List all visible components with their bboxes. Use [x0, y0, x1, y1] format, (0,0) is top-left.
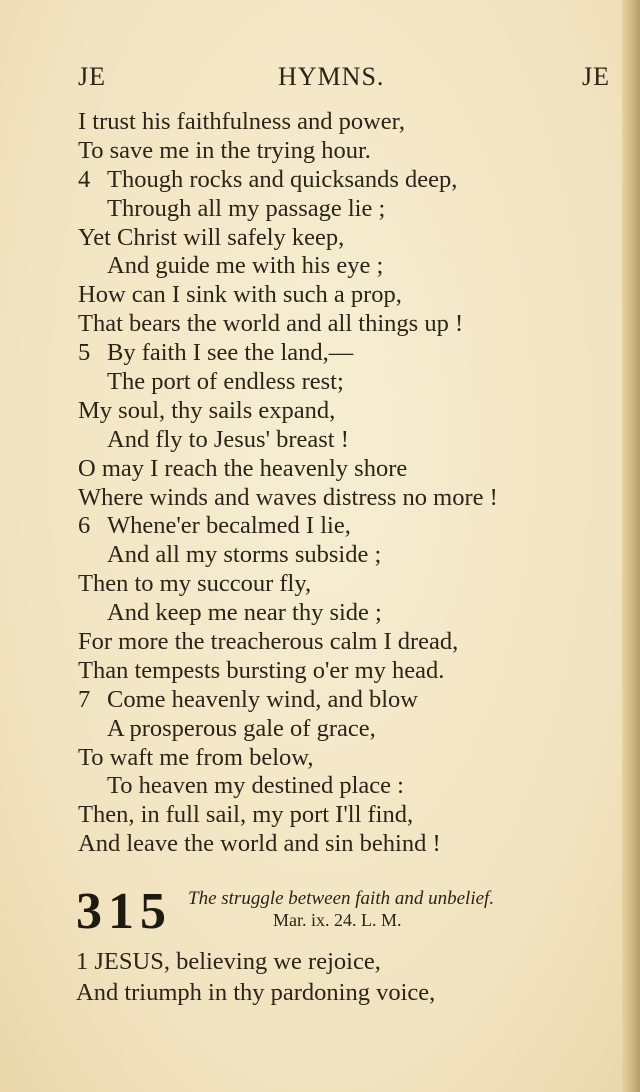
verse-text: And all my storms subside ; — [107, 541, 382, 569]
verse-line — [78, 224, 598, 253]
verse-text: And guide me with his eye ; — [107, 252, 384, 280]
verse-number: 6 — [78, 512, 91, 540]
verse-text: O may I reach the heavenly shore — [78, 454, 408, 482]
verse-text: To save me in the trying hour. — [78, 136, 371, 164]
verse-text: Whene'er becalmed I lie, — [107, 512, 351, 540]
verse-line — [78, 657, 598, 686]
verse-line — [78, 339, 598, 368]
verse-line — [78, 397, 598, 426]
verse-text: Then to my succour fly, — [78, 570, 312, 598]
hymn-number: 315 — [76, 883, 172, 940]
verse-line — [78, 628, 598, 657]
running-head — [78, 62, 610, 96]
verse-line — [78, 772, 598, 801]
hymn-line: And triumph in thy pardoning voice, — [76, 979, 436, 1006]
verse-line — [78, 512, 598, 541]
verse-text: By faith I see the land,— — [107, 339, 354, 367]
verse-text: I trust his faithfulness and power, — [78, 108, 405, 135]
hymn-reference: Mar. ix. 24. L. M. — [273, 910, 402, 930]
verse-text: Though rocks and quicksands deep, — [107, 165, 458, 193]
running-head-right: JE — [582, 62, 610, 91]
verse-line — [78, 166, 598, 195]
verse-text: And keep me near thy side ; — [107, 599, 382, 627]
hymn-heading — [76, 883, 596, 948]
verse-line — [78, 368, 598, 397]
verse-text: That bears the world and all things up ! — [78, 310, 464, 338]
verse-text: Where winds and waves distress no more ! — [78, 483, 498, 511]
verse-line — [78, 570, 598, 599]
verse-text: And leave the world and sin behind ! — [78, 830, 441, 858]
verse-text: And fly to Jesus' breast ! — [107, 425, 349, 453]
verse-line — [78, 195, 598, 224]
verse-text: To waft me from below, — [78, 743, 314, 771]
verse-text: Come heavenly wind, and blow — [107, 685, 418, 713]
hymn-title: The struggle between faith and unbelief. — [188, 888, 495, 909]
verse-text: The port of endless rest; — [107, 368, 344, 396]
hymn-verses — [78, 108, 598, 859]
verse-line — [78, 426, 598, 455]
verse-line — [78, 541, 598, 570]
verse-number: 4 — [78, 165, 91, 193]
verse-line — [78, 484, 598, 513]
verse-line — [78, 252, 598, 281]
verse-text: Then, in full sail, my port I'll find, — [78, 801, 414, 829]
running-head-title: HYMNS. — [278, 62, 385, 91]
verse-line — [78, 715, 598, 744]
verse-line — [78, 455, 598, 484]
verse-text: To heaven my destined place : — [107, 772, 404, 800]
verse-line — [78, 830, 598, 859]
hymn-line: 1 JESUS, believing we rejoice, — [76, 948, 381, 975]
verse-line — [78, 744, 598, 773]
verse-text: A prosperous gale of grace, — [107, 714, 376, 742]
verse-line — [78, 310, 598, 339]
verse-line — [78, 599, 598, 628]
verse-text: Than tempests bursting o'er my head. — [78, 656, 445, 684]
verse-line — [78, 686, 598, 715]
verse-text: My soul, thy sails expand, — [78, 396, 336, 424]
verse-text: Yet Christ will safely keep, — [78, 223, 345, 251]
new-hymn-lines — [76, 946, 596, 1008]
verse-number: 5 — [78, 339, 91, 367]
verse-line — [78, 801, 598, 830]
running-head-left: JE — [78, 62, 106, 91]
page-edge — [622, 0, 640, 1092]
verse-number: 7 — [78, 685, 91, 713]
verse-line — [78, 108, 598, 137]
verse-line — [78, 281, 598, 310]
verse-text: For more the treacherous calm I dread, — [78, 628, 459, 656]
verse-text: How can I sink with such a prop, — [78, 281, 402, 309]
verse-line — [78, 137, 598, 166]
verse-text: Through all my passage lie ; — [107, 194, 386, 222]
